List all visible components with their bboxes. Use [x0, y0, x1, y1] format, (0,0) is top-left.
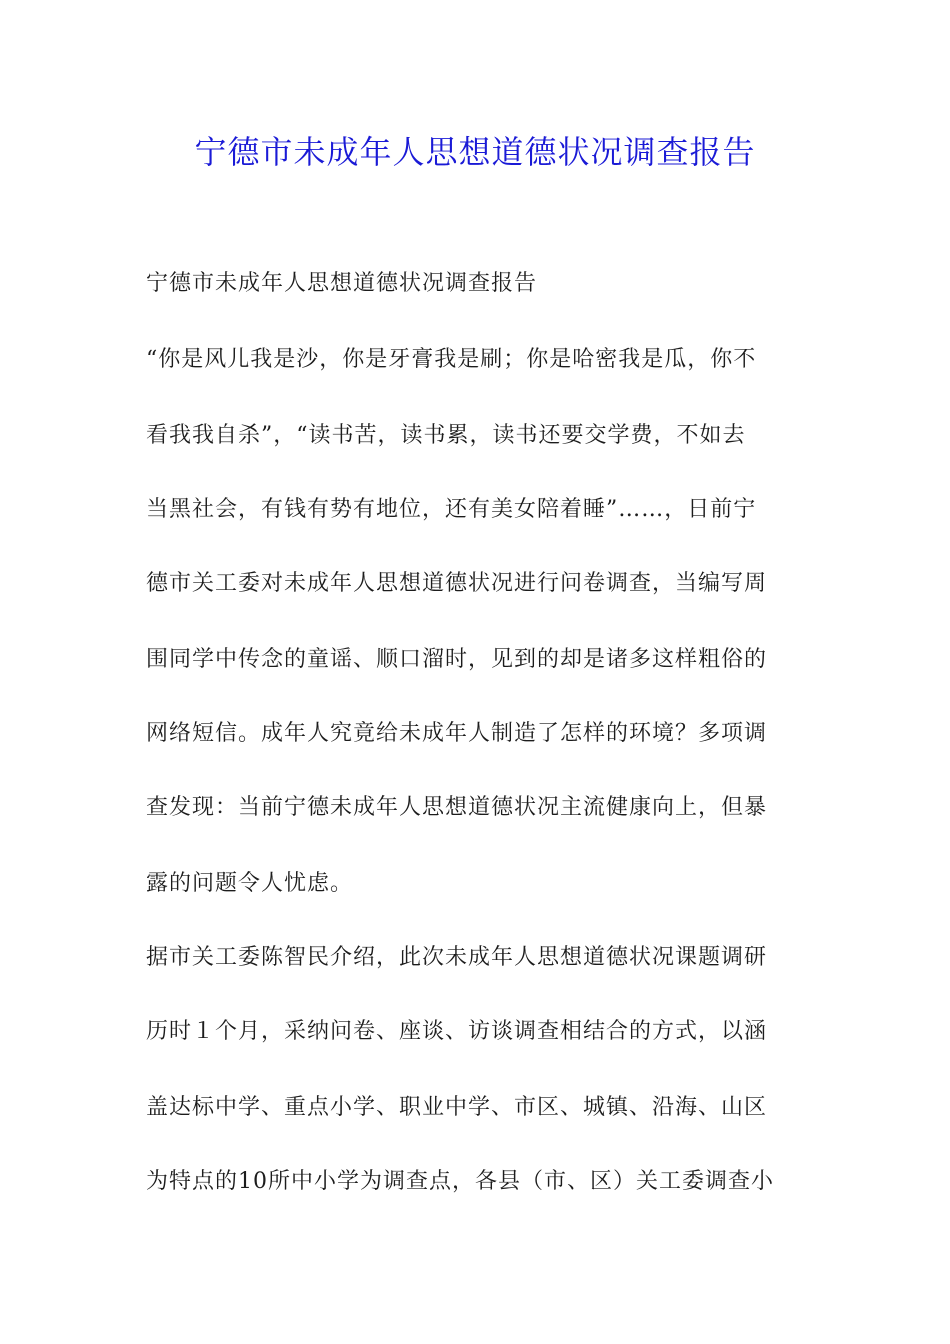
text-line: 围同学中传念的童谣、顺口溜时，见到的却是诸多这样粗俗的: [146, 647, 768, 672]
text-line: “你是风儿我是沙，你是牙膏我是刷；你是哈密我是瓜，你不: [146, 347, 757, 372]
text-line: 当黑社会，有钱有势有地位，还有美女陪着睡”……，日前宁: [146, 497, 757, 522]
text-line: 德市关工委对未成年人思想道德状况进行问卷调查，当编写周: [146, 571, 768, 596]
text-line: 为特点的10所中小学为调查点，各县（市、区）关工委调查小: [146, 1169, 774, 1194]
text-line: 查发现：当前宁德未成年人思想道德状况主流健康向上，但暴: [146, 795, 768, 820]
text-line: 据市关工委陈智民介绍，此次未成年人思想道德状况课题调研: [146, 945, 768, 970]
document-title: 宁德市未成年人思想道德状况调查报告: [194, 133, 756, 171]
text-line: 宁德市未成年人思想道德状况调查报告: [146, 271, 538, 296]
text-line: 网络短信。成年人究竟给未成年人制造了怎样的环境？多项调: [146, 721, 768, 746]
text-line: 历时１个月，采纳问卷、座谈、访谈调查相结合的方式，以涵: [146, 1019, 768, 1044]
text-line: 盖达标中学、重点小学、职业中学、市区、城镇、沿海、山区: [146, 1095, 768, 1120]
text-line: 露的问题令人忧虑。: [146, 871, 354, 896]
text-line: 看我我自杀”，“读书苦，读书累，读书还要交学费，不如去: [146, 423, 746, 448]
